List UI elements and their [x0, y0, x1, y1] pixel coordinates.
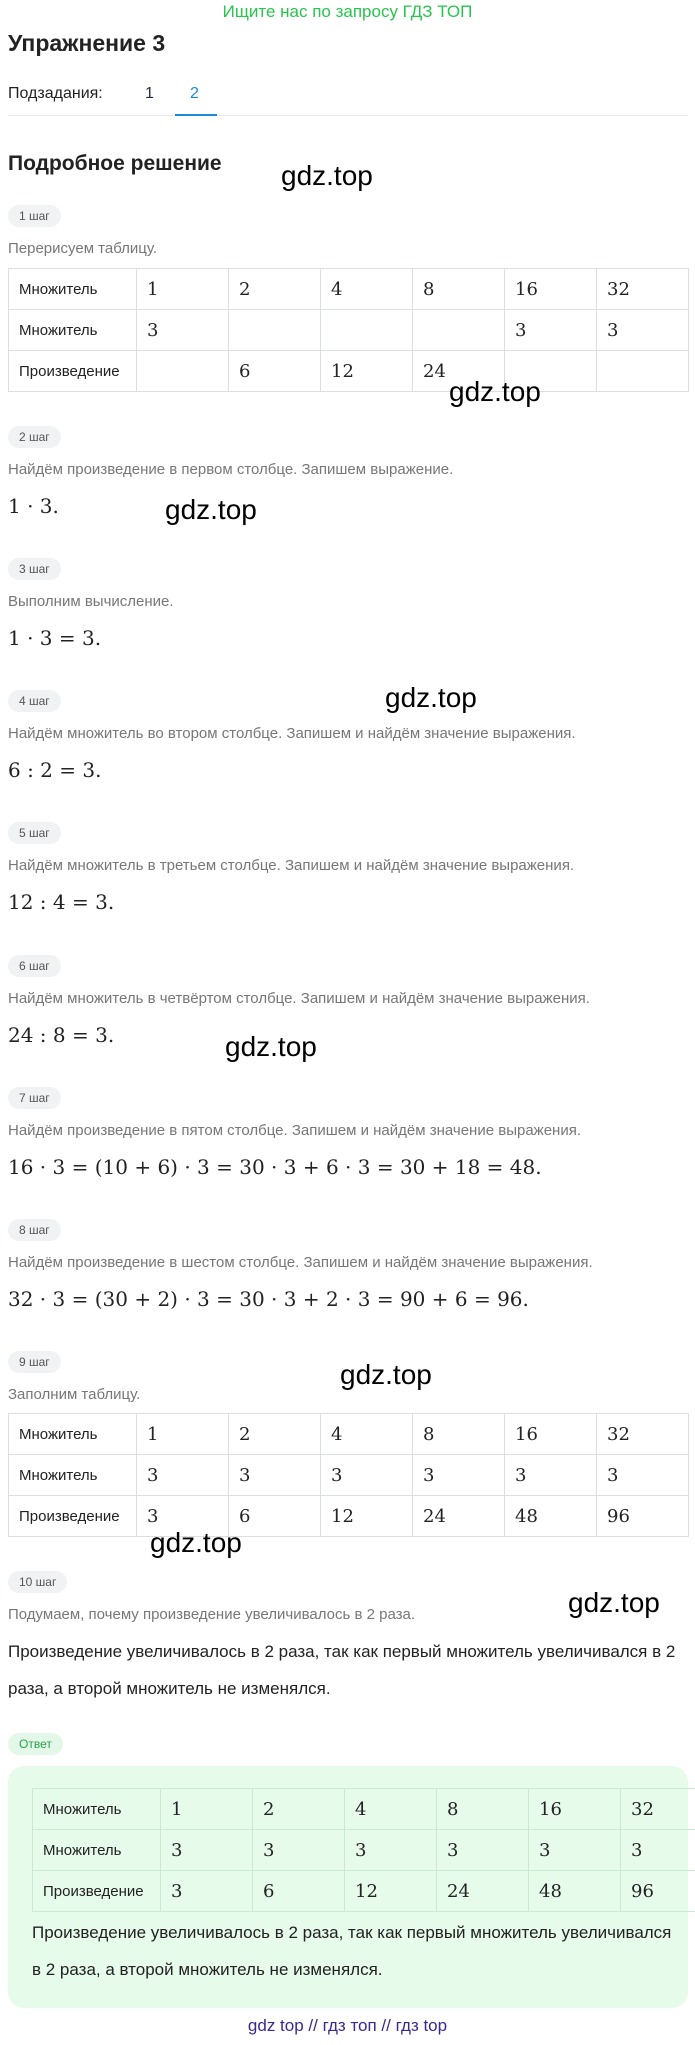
watermark: gdz.top	[449, 376, 541, 407]
step-math: 12 : 4 = 3.	[8, 890, 115, 914]
table-cell	[321, 310, 413, 351]
step-math: 6 : 2 = 3.	[8, 758, 102, 782]
table-cell: 3	[137, 1496, 229, 1537]
table-cell: 32	[621, 1789, 695, 1830]
table-cell: 8	[413, 1414, 505, 1455]
table-cell: 2	[229, 269, 321, 310]
step-hint: Найдём множитель в четвёртом столбце. Запишем и найдём значение выражения.	[8, 990, 590, 1007]
table-cell: 3	[529, 1830, 621, 1871]
table-cell: 6	[229, 351, 321, 392]
table-cell: 48	[505, 1496, 597, 1537]
table-cell: 48	[529, 1871, 621, 1912]
table-cell: 3	[161, 1830, 253, 1871]
table-cell: 24	[413, 351, 505, 392]
table-cell: 12	[321, 1496, 413, 1537]
table-cell: 3	[253, 1830, 345, 1871]
table-cell: 3	[505, 1455, 597, 1496]
footer-links[interactable]: gdz top // гдз топ // гдз top	[247, 2016, 448, 2035]
table-cell: 2	[229, 1414, 321, 1455]
table-cell: 24	[413, 1496, 505, 1537]
step-math: 1 · 3.	[8, 494, 59, 518]
row-header-cell: Множитель	[9, 1414, 137, 1455]
table-cell: 3	[413, 1455, 505, 1496]
top-banner[interactable]: Ищите нас по запросу ГДЗ ТОП	[222, 2, 473, 21]
table-row	[33, 1871, 695, 1912]
step-hint: Перерисуем таблицу.	[8, 240, 158, 257]
table-row	[9, 1455, 689, 1496]
row-header-cell: Множитель	[9, 1455, 137, 1496]
row-header-cell: Произведение	[9, 1496, 137, 1537]
watermark: gdz.top	[225, 1031, 317, 1062]
table-answer	[32, 1788, 695, 1912]
answer-text: Произведение увеличивалось в 2 раза, так как первый множитель увеличивался в 2 раза, а второй множитель не изменялся.	[32, 1923, 672, 1979]
table-cell: 2	[253, 1789, 345, 1830]
step-math: 16 · 3 = (10 + 6) · 3 = 30 · 3 + 6 · 3 = 30 + 18 = 48.	[8, 1155, 542, 1179]
table-cell: 4	[321, 1414, 413, 1455]
table-cell: 12	[321, 351, 413, 392]
row-header-cell: Множитель	[9, 310, 137, 351]
watermark: gdz.top	[165, 494, 257, 525]
tab-subtask-2[interactable]: 2	[190, 85, 199, 102]
step-hint: Найдём множитель во втором столбце. Запишем и найдём значение выражения.	[8, 725, 576, 742]
table-cell	[597, 351, 689, 392]
step-hint: Заполним таблицу.	[8, 1386, 141, 1403]
step-hint: Найдём произведение в пятом столбце. Запишем и найдём значение выражения.	[8, 1122, 581, 1139]
table-filled	[8, 1413, 689, 1537]
table-cell: 3	[505, 310, 597, 351]
step-hint: Выполним вычисление.	[8, 593, 174, 610]
watermark: gdz.top	[340, 1359, 432, 1390]
table-cell: 32	[597, 269, 689, 310]
active-tab-indicator	[175, 114, 217, 116]
step-badge: 7 шаг	[8, 1087, 61, 1109]
table-row	[9, 269, 689, 310]
step-math: 24 : 8 = 3.	[8, 1023, 115, 1047]
answer-box	[8, 1766, 688, 2008]
table-cell: 6	[229, 1496, 321, 1537]
table-cell: 3	[621, 1830, 695, 1871]
tab-subtask-1[interactable]: 1	[145, 85, 154, 102]
table-cell: 16	[505, 269, 597, 310]
table-initial	[8, 268, 689, 392]
table-row	[9, 1496, 689, 1537]
step-badge: 8 шаг	[8, 1219, 61, 1241]
subtasks-nav	[8, 85, 688, 116]
row-header-cell: Множитель	[33, 1789, 161, 1830]
answer-badge: Ответ	[8, 1733, 63, 1755]
watermark: gdz.top	[281, 160, 373, 191]
table-cell: 3	[597, 310, 689, 351]
step-badge: 9 шаг	[8, 1351, 61, 1373]
table-cell: 3	[321, 1455, 413, 1496]
watermark: gdz.top	[568, 1587, 660, 1618]
table-cell: 3	[161, 1871, 253, 1912]
solution-title: Подробное решение	[8, 152, 222, 175]
table-cell: 1	[137, 1414, 229, 1455]
row-header-cell: Произведение	[33, 1871, 161, 1912]
row-header-cell: Множитель	[33, 1830, 161, 1871]
row-header-cell: Множитель	[9, 269, 137, 310]
table-cell	[137, 351, 229, 392]
step-badge: 4 шаг	[8, 690, 61, 712]
step-badge: 1 шаг	[8, 205, 61, 227]
table-cell: 1	[137, 269, 229, 310]
step-math: 1 · 3 = 3.	[8, 626, 102, 650]
table-row	[9, 310, 689, 351]
table-row	[9, 1414, 689, 1455]
table-cell	[413, 310, 505, 351]
table-cell: 24	[437, 1871, 529, 1912]
step-conclusion-text: Произведение увеличивалось в 2 раза, так как первый множитель увеличивался в 2 раза, а второй множитель не изменялся.	[8, 1642, 676, 1698]
watermark: gdz.top	[385, 682, 477, 713]
table-cell: 96	[597, 1496, 689, 1537]
table-cell	[229, 310, 321, 351]
table-cell: 3	[345, 1830, 437, 1871]
table-cell: 8	[437, 1789, 529, 1830]
step-badge: 3 шаг	[8, 558, 61, 580]
table-cell: 12	[345, 1871, 437, 1912]
table-cell: 3	[437, 1830, 529, 1871]
table-cell: 1	[161, 1789, 253, 1830]
step-hint: Найдём произведение в первом столбце. Запишем выражение.	[8, 461, 454, 478]
table-cell: 96	[621, 1871, 695, 1912]
page-title: Упражнение 3	[8, 30, 166, 56]
step-hint: Найдём произведение в шестом столбце. Запишем и найдём значение выражения.	[8, 1254, 593, 1271]
step-hint: Подумаем, почему произведение увеличивалось в 2 раза.	[8, 1606, 416, 1623]
table-cell: 6	[253, 1871, 345, 1912]
step-badge: 10 шаг	[8, 1571, 67, 1593]
table-cell: 4	[345, 1789, 437, 1830]
table-row	[33, 1830, 695, 1871]
table-cell: 3	[229, 1455, 321, 1496]
table-row	[9, 351, 689, 392]
step-math: 32 · 3 = (30 + 2) · 3 = 30 · 3 + 2 · 3 = 90 + 6 = 96.	[8, 1287, 529, 1311]
step-hint: Найдём множитель в третьем столбце. Запишем и найдём значение выражения.	[8, 857, 575, 874]
step-badge: 2 шаг	[8, 426, 61, 448]
table-cell: 3	[597, 1455, 689, 1496]
table-cell: 8	[413, 269, 505, 310]
subtasks-label: Подзадания:	[8, 85, 103, 102]
row-header-cell: Произведение	[9, 351, 137, 392]
table-cell: 4	[321, 269, 413, 310]
table-cell: 32	[597, 1414, 689, 1455]
table-cell: 3	[137, 1455, 229, 1496]
table-row	[33, 1789, 695, 1830]
table-cell: 3	[137, 310, 229, 351]
watermark: gdz.top	[150, 1527, 242, 1558]
table-cell: 16	[505, 1414, 597, 1455]
table-cell: 16	[529, 1789, 621, 1830]
step-badge: 5 шаг	[8, 822, 61, 844]
step-badge: 6 шаг	[8, 955, 61, 977]
